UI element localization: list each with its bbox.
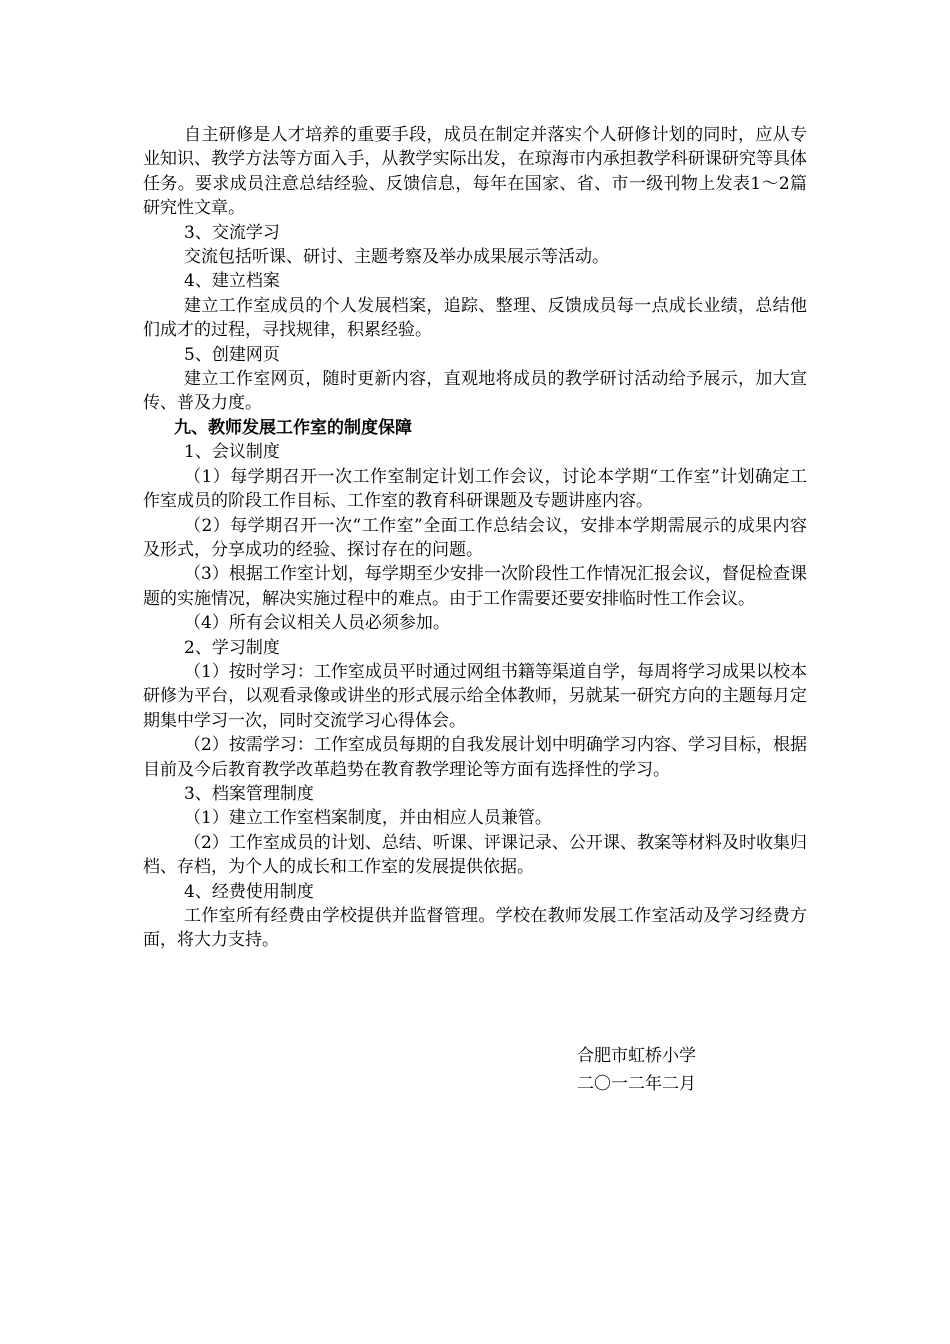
paragraph: （3）根据工作室计划，每学期至少安排一次阶段性工作情况汇报会议，督促检查课题的实施情况，解决实施过程中的难点。由于工作需要还要安排临时性工作会议。 — [143, 564, 807, 609]
paragraph: 3、档案管理制度 — [184, 783, 314, 804]
paragraph: 自主研修是人才培养的重要手段，成员在制定并落实个人研修计划的同时，应从专业知识、教学方法等方面入手，从教学实际出发，在琼海市内承担教学科研课研究等具体任务。要求成员注意总结经验、反馈信息，每年在国家、省、市一级刊物上发表1～2篇研究性文章。 — [143, 125, 807, 219]
paragraph: 4、经费使用制度 — [184, 881, 314, 902]
paragraph: （1）每学期召开一次工作室制定计划工作会议，讨论本学期“工作室”计划确定工作室成员的阶段工作目标、工作室的教育科研课题及专题讲座内容。 — [143, 466, 807, 512]
signature-date: 二〇一二年二月 — [577, 1074, 696, 1094]
paragraph: 4、建立档案 — [184, 271, 280, 292]
paragraph: 工作室所有经费由学校提供并监督管理。学校在教师发展工作室活动及学习经费方面，将大力支持。 — [143, 906, 807, 951]
document-body — [143, 123, 807, 953]
paragraph: （1）建立工作室档案制度，并由相应人员兼管。 — [184, 808, 552, 829]
paragraph: 1、会议制度 — [184, 442, 280, 463]
paragraph: （2）每学期召开一次“工作室”全面工作总结会议，安排本学期需展示的成果内容及形式，分享成功的经验、探讨存在的问题。 — [143, 515, 807, 560]
section-heading: 九、教师发展工作室的制度保障 — [174, 417, 412, 438]
paragraph: 交流包括听课、研讨、主题考察及举办成果展示等活动。 — [184, 247, 609, 268]
paragraph: 5、创建网页 — [184, 344, 280, 365]
paragraph: （1）按时学习：工作室成员平时通过网组书籍等渠道自学，每周将学习成果以校本研修为平台，以观看录像或讲坐的形式展示给全体教师，另就某一研究方向的主题每月定期集中学习一次，同时交流学习心得体会。 — [143, 661, 807, 731]
paragraph: （4）所有会议相关人员必须参加。 — [184, 613, 450, 634]
paragraph: （2）工作室成员的计划、总结、听课、评课记录、公开课、教案等材料及时收集归档、存档，为个人的成长和工作室的发展提供依据。 — [143, 832, 807, 878]
paragraph: 建立工作室网页，随时更新内容，直观地将成员的教学研讨活动给予展示，加大宣传、普及力度。 — [143, 369, 807, 414]
paragraph: 2、学习制度 — [184, 637, 280, 658]
paragraph: 建立工作室成员的个人发展档案，追踪、整理、反馈成员每一点成长业绩，总结他们成才的过程，寻找规律，积累经验。 — [143, 295, 807, 341]
paragraph: 3、交流学习 — [184, 222, 280, 243]
signature-organization: 合肥市虹桥小学 — [577, 1046, 696, 1066]
paragraph: （2）按需学习：工作室成员每期的自我发展计划中明确学习内容、学习目标，根据目前及今后教育教学改革趋势在教育教学理论等方面有选择性的学习。 — [143, 735, 807, 780]
